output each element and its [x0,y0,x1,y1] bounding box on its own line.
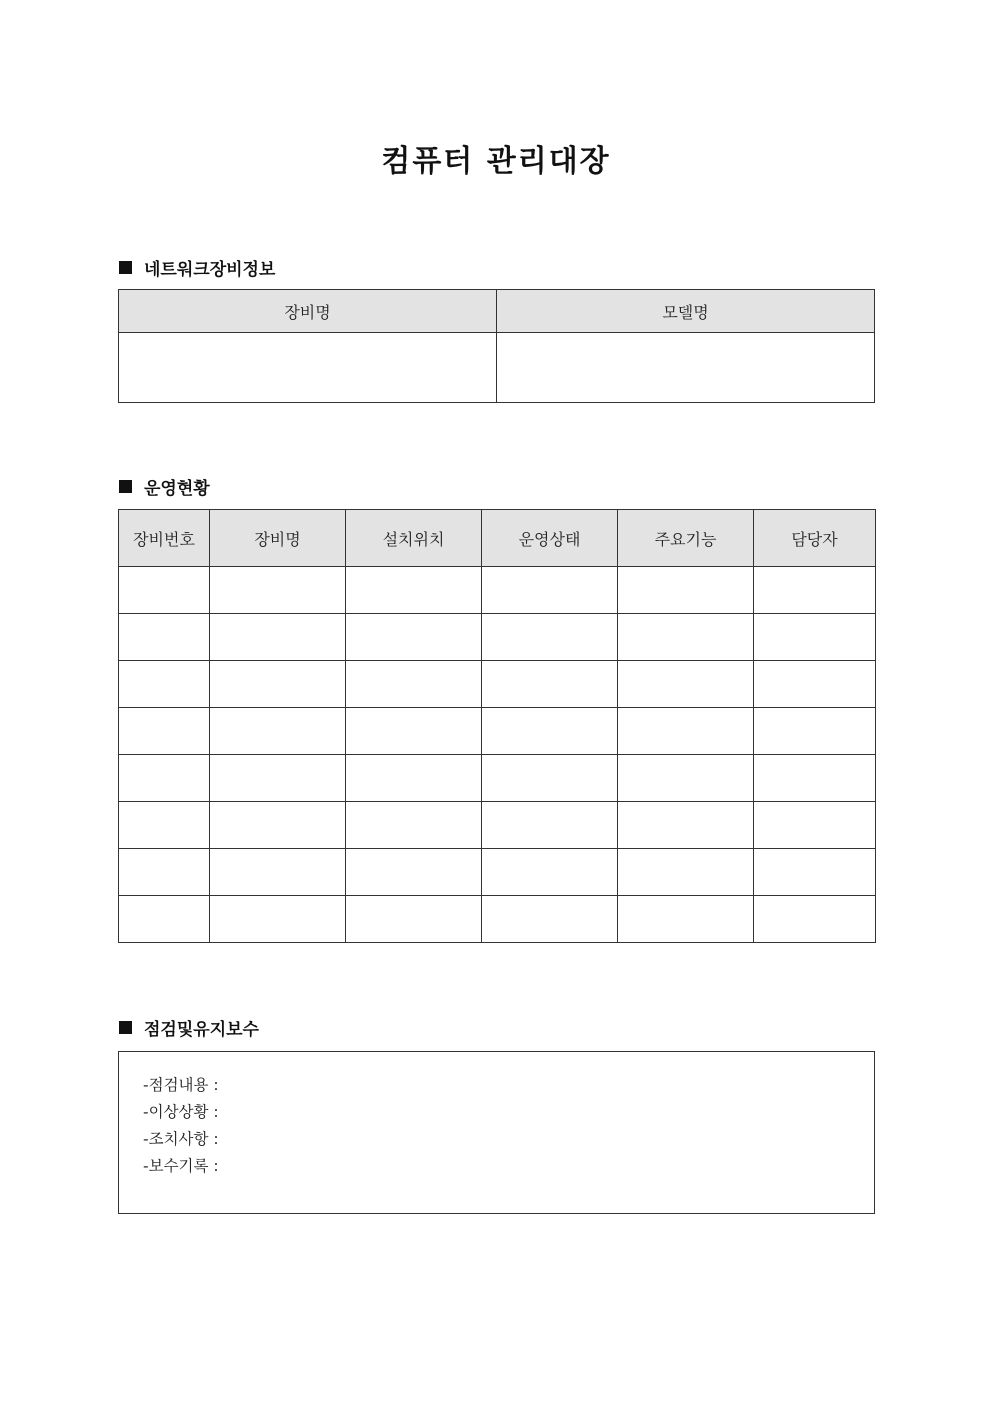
table-cell[interactable] [497,333,875,403]
table-cell[interactable] [754,661,876,708]
table-cell[interactable] [754,708,876,755]
square-bullet-icon [119,1021,132,1034]
network-section-heading [119,255,275,280]
table-cell[interactable] [618,896,754,943]
column-header-equipment-number: 장비번호 [119,510,210,567]
table-row [119,849,876,896]
table-cell[interactable] [210,802,346,849]
table-cell[interactable] [482,802,618,849]
table-row [119,333,875,403]
table-cell[interactable] [754,614,876,661]
table-cell[interactable] [119,333,497,403]
table-cell[interactable] [346,708,482,755]
column-header-install-location: 설치위치 [346,510,482,567]
table-cell[interactable] [346,661,482,708]
network-section-title: 네트워크장비정보 [144,260,276,280]
table-cell[interactable] [618,614,754,661]
square-bullet-icon [119,261,132,274]
maintenance-box[interactable] [118,1051,875,1214]
table-cell[interactable] [346,755,482,802]
table-cell[interactable] [618,567,754,614]
table-cell[interactable] [346,567,482,614]
table-cell[interactable] [482,661,618,708]
table-cell[interactable] [618,708,754,755]
table-cell[interactable] [754,567,876,614]
table-cell[interactable] [618,755,754,802]
table-cell[interactable] [754,849,876,896]
table-cell[interactable] [119,896,210,943]
table-cell[interactable] [210,896,346,943]
table-cell[interactable] [754,755,876,802]
table-cell[interactable] [482,614,618,661]
table-cell[interactable] [618,661,754,708]
table-cell[interactable] [119,849,210,896]
operation-status-table [118,509,876,943]
table-cell[interactable] [618,849,754,896]
table-cell[interactable] [210,614,346,661]
table-cell[interactable] [346,802,482,849]
table-row [119,661,876,708]
table-cell[interactable] [346,614,482,661]
table-cell[interactable] [119,755,210,802]
operation-table-body [119,567,876,943]
abnormal-situation-label: -이상상황 : [143,1103,219,1121]
table-cell[interactable] [754,896,876,943]
table-header-row [119,290,875,333]
table-header-row [119,510,876,567]
table-cell[interactable] [618,802,754,849]
column-header-main-function: 주요기능 [618,510,754,567]
table-cell[interactable] [119,708,210,755]
column-header-equipment-name: 장비명 [210,510,346,567]
column-header-model-name: 모델명 [497,290,875,333]
table-cell[interactable] [119,802,210,849]
table-cell[interactable] [210,708,346,755]
inspection-content-label: -점검내용 : [143,1076,219,1094]
maintenance-section-title: 점검및유지보수 [144,1020,259,1040]
table-cell[interactable] [119,614,210,661]
maintenance-section-heading [119,1015,259,1040]
table-cell[interactable] [210,567,346,614]
page-title: 컴퓨터 관리대장 [381,144,611,179]
table-row [119,614,876,661]
table-cell[interactable] [210,755,346,802]
table-row [119,567,876,614]
operation-section-title: 운영현황 [144,479,210,499]
table-cell[interactable] [482,755,618,802]
repair-record-label: -보수기록 : [143,1157,219,1175]
table-cell[interactable] [119,661,210,708]
table-cell[interactable] [482,896,618,943]
table-cell[interactable] [482,708,618,755]
table-cell[interactable] [210,661,346,708]
table-row [119,755,876,802]
table-cell[interactable] [482,567,618,614]
table-cell[interactable] [210,849,346,896]
table-cell[interactable] [482,849,618,896]
table-cell[interactable] [119,567,210,614]
column-header-person-in-charge: 담당자 [754,510,876,567]
network-equipment-table [118,289,875,403]
maintenance-lines [143,1072,219,1180]
column-header-operation-status: 운영상태 [482,510,618,567]
table-cell[interactable] [754,802,876,849]
table-row [119,896,876,943]
table-row [119,708,876,755]
table-cell[interactable] [346,849,482,896]
action-taken-label: -조치사항 : [143,1130,219,1148]
column-header-equipment-name: 장비명 [119,290,497,333]
table-cell[interactable] [346,896,482,943]
operation-section-heading [119,474,210,499]
table-row [119,802,876,849]
square-bullet-icon [119,480,132,493]
